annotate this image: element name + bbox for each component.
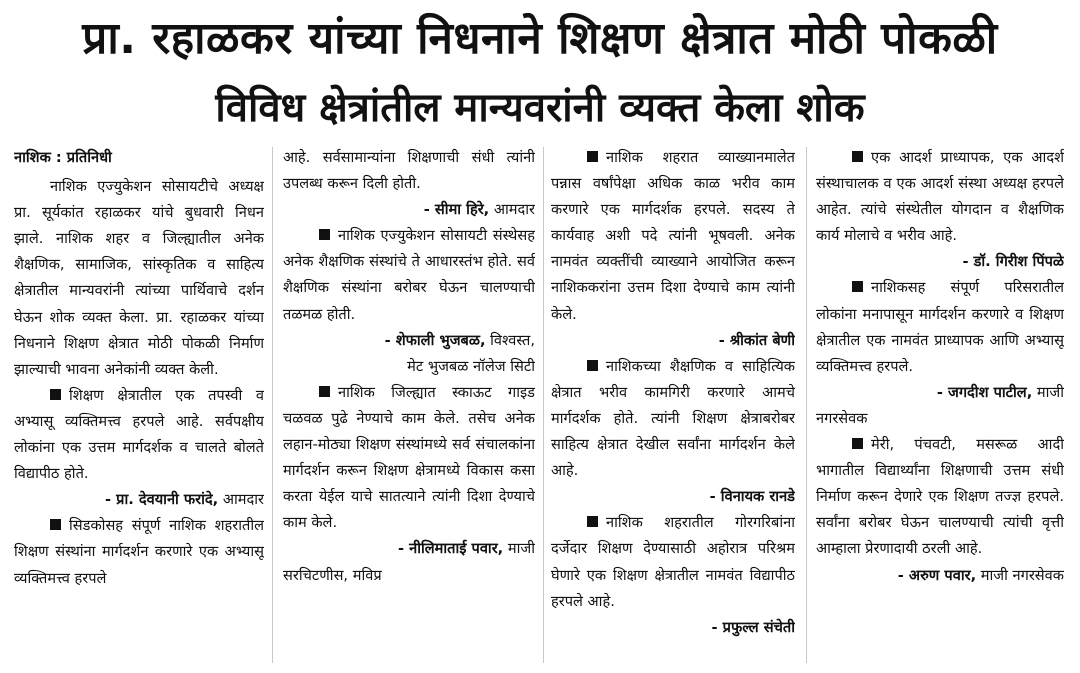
signature-organization: सरचिटणीस, मविप्र [283, 566, 382, 584]
tribute-signature [551, 328, 795, 354]
signature-name: - सीमा हिरे, [423, 201, 490, 219]
tribute-signature [816, 563, 1064, 589]
tribute-text: नाशिक जिल्ह्यात स्काऊट गाइड चळवळ पुढे नेण्याचे काम केले. तसेच अनेक लहान-मोठ्या शिक्षण संस्थांमध्ये सर्व संचालकांना मार्गदर्शन करून शिक्षण क्षेत्रामध्ये विकास कसा करता येईल याचे सातत्याने त्यांनी दिशा देण्याचे काम केले. [283, 383, 535, 532]
tribute-signature [283, 536, 535, 562]
signature-name: - अरुण पवार, [897, 566, 977, 584]
tribute-signature [283, 197, 535, 223]
tribute-paragraph [551, 510, 795, 614]
tribute-text: नाशिक शहरातील गोरगरिबांना दर्जेदार शिक्षण देण्यासाठी अहोरात्र परिश्रम घेणारे एक शिक्षण क्षेत्रातील नामवंत विद्यापीठ हरपले आहे. [551, 514, 795, 610]
signature-role: आमदार [222, 491, 264, 509]
bullet-square-icon [852, 281, 863, 292]
signature-name: - डॉ. गिरीश पिंपळे [962, 253, 1064, 271]
signature-name: - प्रफुल्ल संचेती [711, 618, 795, 636]
tribute-text: नाशिकच्या शैक्षणिक व साहित्यिक क्षेत्रात भरीव कामगिरी करणारे आमचे मार्गदर्शक होते. त्यांनी शिक्षण क्षेत्राबरोबर साहित्य क्षेत्रात देखील सर्वांना मार्गदर्शन केले आहे. [551, 357, 795, 480]
signature-role: आमदार [493, 201, 535, 219]
signature-name: - श्रीकांत बेणी [718, 331, 795, 349]
signature-name: - नीलिमाताई पवार, [397, 540, 504, 558]
tribute-text: एक आदर्श प्राध्यापक, एक आदर्श संस्थाचालक व एक आदर्श संस्था अध्यक्ष हरपले आहेत. त्यांचे संस्थेतील योगदान व शैक्षणिक कार्य मोलाचे व भरीव आहे. [816, 149, 1064, 245]
signature-name: - शेफाली भुजबळ, [384, 331, 486, 349]
tribute-paragraph [283, 380, 535, 537]
tribute-paragraph [816, 432, 1064, 562]
article-column-3 [551, 145, 795, 665]
bullet-square-icon [852, 151, 863, 162]
bullet-square-icon [50, 389, 61, 400]
tribute-paragraph [551, 354, 795, 484]
signature-role: विश्वस्त, [490, 331, 535, 349]
signature-role: माजी [507, 540, 535, 558]
tribute-paragraph [816, 145, 1064, 249]
tribute-paragraph [14, 513, 264, 591]
headline-title: प्रा. रहाळकर यांच्या निधनाने शिक्षण क्षेत्रात मोठी पोकळी [82, 13, 998, 64]
tribute-text: मेरी, पंचवटी, मसरूळ आदी भागातील विद्यार्थ्यांना शिक्षणाची उत्तम संधी निर्माण करून देणारे एक शिक्षण तज्ज्ञ हरपले. सर्वांना बरोबर घेऊन चालण्याची त्यांची वृत्ती आम्हाला प्रेरणादायी ठरली आहे. [816, 436, 1064, 558]
signature-name: - प्रा. देवयानी फरांदे, [105, 491, 219, 509]
article-column-1 [14, 145, 264, 665]
article-column-2 [283, 145, 535, 665]
tribute-text: नाशिक शहरात व्याख्यानमालेत पन्नास वर्षांपेक्षा अधिक काळ भरीव काम करणारे एक मार्गदर्शक हरपले. सदस्य ते कार्यवाह अशी पदे त्यांनी भूषवली. अनेक नामवंत व्यक्तींची व्याख्याने आयोजित करून नाशिककरांना उत्तम दिशा देण्याचे काम त्यांनी केले. [551, 149, 795, 323]
tribute-paragraph [816, 275, 1064, 379]
bullet-square-icon [587, 360, 598, 371]
tribute-text: नाशिक एज्युकेशन सोसायटी संस्थेसह अनेक शैक्षणिक संस्थांचे ते आधारस्तंभ होते. सर्व शैक्षणिक संस्थांना बरोबर घेऊन चालण्याची तळमळ होती. [283, 227, 535, 323]
tribute-paragraph [14, 383, 264, 487]
tribute-paragraph [551, 145, 795, 328]
signature-organization: नगरसेवक [816, 409, 868, 427]
signature-organization: मेट भुजबळ नॉलेज सिटी [407, 357, 535, 375]
bullet-square-icon [50, 519, 61, 530]
tribute-signature [283, 328, 535, 354]
signature-name: - विनायक रानडे [709, 488, 795, 506]
tribute-continuation: आहे. सर्वसामान्यांना शिक्षणाची संधी त्यांनी उपलब्ध करून दिली होती. [283, 149, 535, 193]
tribute-signature [816, 249, 1064, 275]
lead-paragraph: नाशिक एज्युकेशन सोसायटीचे अध्यक्ष प्रा. सूर्यकांत रहाळकर यांचे बुधवारी निधन झाले. नाशिक शहर व जिल्ह्यातील अनेक शैक्षणिक, सामाजिक, सांस्कृतिक व साहित्य क्षेत्रातील मान्यवरांनी त्यांच्या पार्थिवाचे दर्शन घेऊन शोक व्यक्त केला. प्रा. रहाळकर यांच्या निधनाने शिक्षण क्षेत्रात मोठी पोकळी निर्माण झाल्याची भावना अनेकांनी व्यक्त केली. [14, 178, 264, 378]
dateline: नाशिक : प्रतिनिधी [14, 149, 112, 166]
tribute-signature [14, 487, 264, 513]
bullet-square-icon [587, 516, 598, 527]
tribute-text: शिक्षण क्षेत्रातील एक तपस्वी व अभ्यासू व्यक्तिमत्त्व हरपले आहे. सर्वपक्षीय लोकांना एक उत्तम मार्गदर्शक व चालते बोलते विद्यापीठ होते. [14, 386, 264, 483]
tribute-paragraph [283, 223, 535, 327]
signature-name: - जगदीश पाटील, [936, 383, 1033, 401]
column-divider [543, 147, 544, 663]
tribute-text: नाशिकसह संपूर्ण परिसरातील लोकांना मनापासून मार्गदर्शन करणारे व शिक्षण क्षेत्रातील एक नामवंत प्राध्यापक आणि अभ्यासू व्यक्तिमत्त्व हरपले. [816, 279, 1064, 375]
column-divider [806, 147, 807, 663]
column-divider [272, 147, 273, 663]
signature-role: माजी [1036, 383, 1064, 401]
tribute-text: सिडकोसह संपूर्ण नाशिक शहरातील शिक्षण संस्थांना मार्गदर्शन करणारे एक अभ्यासू व्यक्तिमत्त्व हरपले [14, 517, 264, 587]
signature-role: माजी नगरसेवक [980, 566, 1064, 584]
bullet-square-icon [319, 229, 330, 240]
tribute-signature [551, 484, 795, 510]
bullet-square-icon [587, 151, 598, 162]
bullet-square-icon [852, 438, 863, 449]
tribute-signature [816, 380, 1064, 406]
bullet-square-icon [319, 386, 330, 397]
tribute-signature [551, 615, 795, 641]
article-column-4 [816, 145, 1064, 665]
headline-subtitle: विविध क्षेत्रांतील मान्यवरांनी व्यक्त केला शोक [215, 85, 865, 131]
